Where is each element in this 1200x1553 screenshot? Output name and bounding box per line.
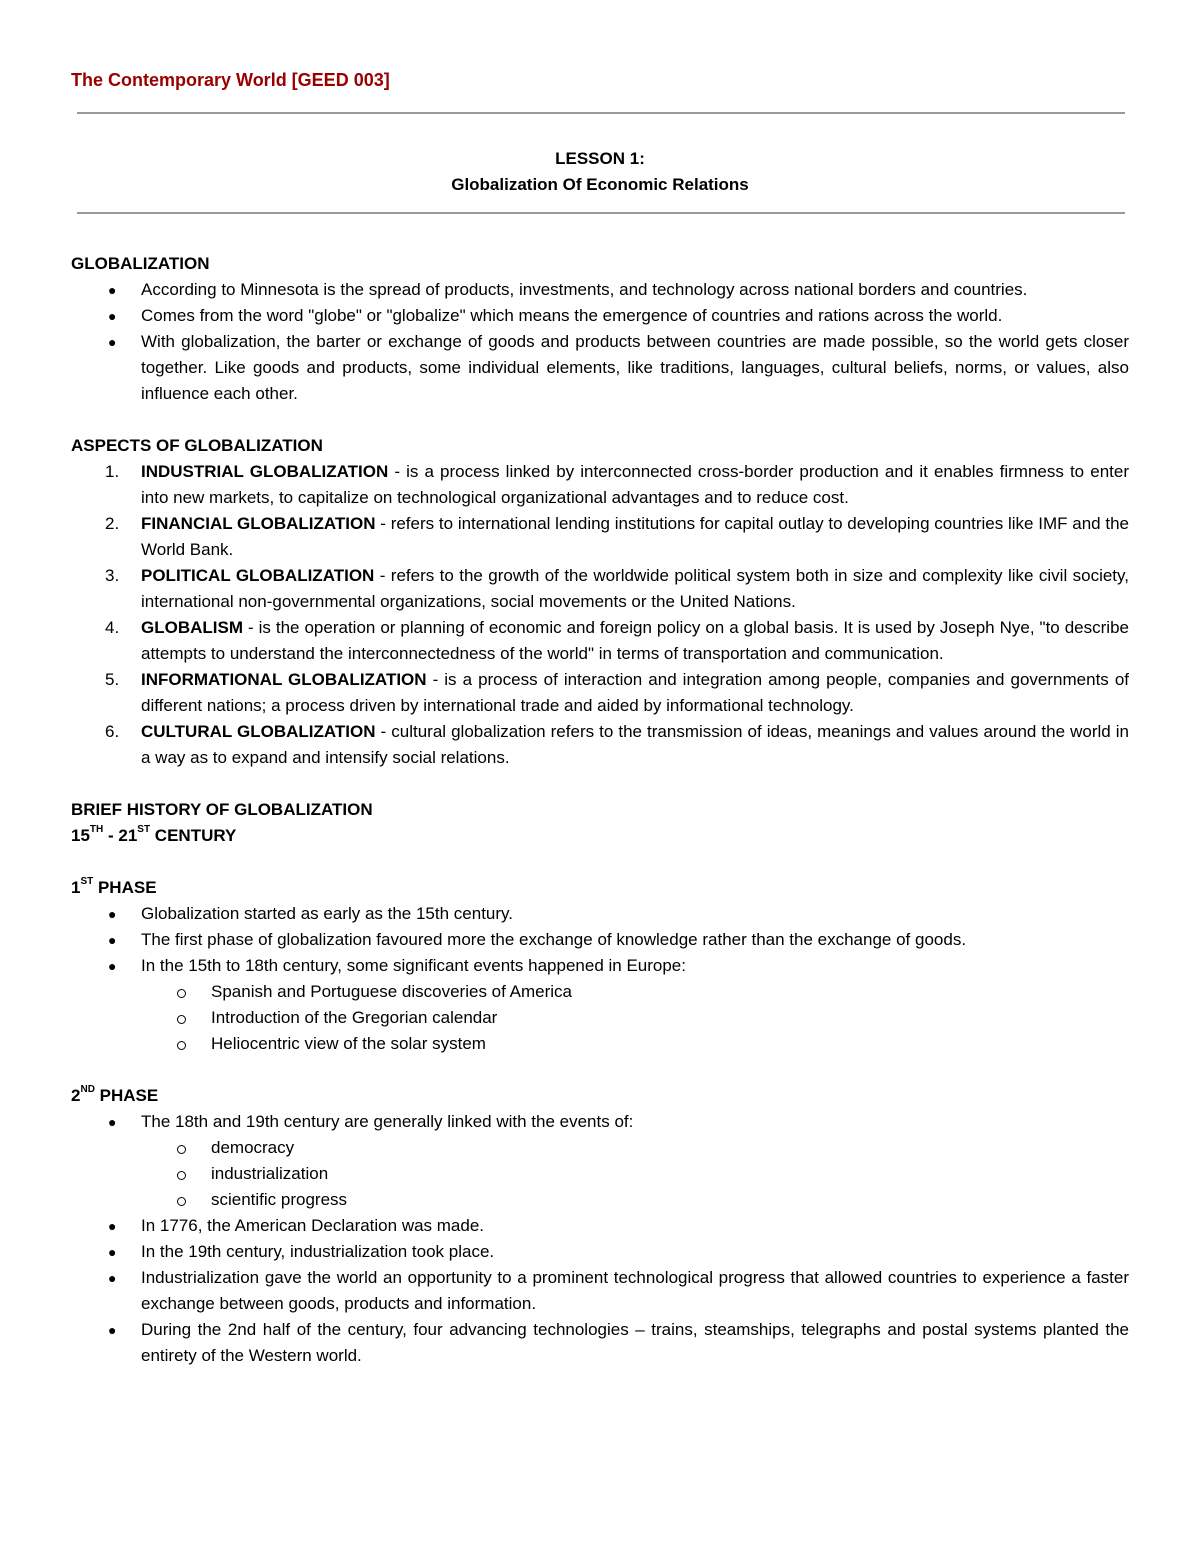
- hollow-bullet-icon: [177, 1145, 186, 1154]
- phase-1-list: [71, 901, 1129, 1057]
- hollow-bullet-icon: [177, 1015, 186, 1024]
- hollow-bullet-icon: [177, 1197, 186, 1206]
- bullet-icon: ●: [108, 1218, 117, 1234]
- list-number: 5.: [105, 670, 120, 689]
- course-header: The Contemporary World [GEED 003]: [71, 70, 390, 90]
- document-body: [71, 251, 1129, 1369]
- list-item: ● According to Minnesota is the spread of products, investments, and technology across national borders and countries.: [71, 277, 1129, 303]
- aspects-list: [71, 459, 1129, 771]
- bullet-icon: ●: [108, 282, 117, 298]
- bullet-icon: ●: [108, 932, 117, 948]
- list-item: ● Globalization started as early as the 15th century.: [71, 901, 1129, 927]
- section-heading-globalization: GLOBALIZATION: [71, 254, 210, 273]
- list-number: 6.: [105, 722, 120, 741]
- aspect-description: - is a process linked by interconnected cross-border production and it enables firmness to enter into new markets, to capitalize on technological organizational advantages and to reduce cost.: [141, 462, 1129, 507]
- aspect-description: - cultural globalization refers to the transmission of ideas, meanings and values around the world in a way as to expand and intensify social relations.: [141, 722, 1129, 767]
- list-item: ● During the 2nd half of the century, four advancing technologies – trains, steamships, telegraphs and postal systems planted the entirety of the Western world.: [71, 1317, 1129, 1369]
- list-item: ● In the 19th century, industrialization took place.: [71, 1239, 1129, 1265]
- list-number: 4.: [105, 618, 120, 637]
- list-item: [71, 511, 1129, 563]
- list-item: ● Comes from the word "globe" or "globalize" which means the emergence of countries and rations across the world.: [71, 303, 1129, 329]
- aspect-term: GLOBALISM: [141, 618, 243, 637]
- list-item: ● Industrialization gave the world an opportunity to a prominent technological progress that allowed countries to experience a faster exchange between goods, products and information.: [71, 1265, 1129, 1317]
- list-item: [71, 719, 1129, 771]
- aspect-term: CULTURAL GLOBALIZATION: [141, 722, 376, 741]
- bullet-icon: ●: [108, 1244, 117, 1260]
- aspect-description: - is a process of interaction and integration among people, companies and governments of different nations; a process driven by international trade and aided by informational technology.: [141, 670, 1130, 715]
- century-range-heading: 15TH - 21ST CENTURY: [71, 824, 237, 845]
- list-item: [71, 459, 1129, 511]
- list-item: ● With globalization, the barter or exchange of goods and products between countries are made possible, so the world gets closer together. Like goods and products, some individual elements, like traditions, languages, cultural beliefs, norms, or values, also influence each other.: [71, 329, 1129, 407]
- phase-2-list: [71, 1109, 1129, 1369]
- bullet-icon: ●: [108, 906, 117, 922]
- bullet-icon: ●: [108, 1270, 117, 1286]
- header-divider-top: [77, 112, 1125, 114]
- list-number: 2.: [105, 514, 120, 533]
- bullet-icon: ●: [108, 334, 117, 350]
- aspect-term: INFORMATIONAL GLOBALIZATION: [141, 670, 427, 689]
- list-item: [71, 667, 1129, 719]
- list-item: ● The 18th and 19th century are generally linked with the events of:: [71, 1109, 1129, 1135]
- list-item: ● In the 15th to 18th century, some significant events happened in Europe:: [71, 953, 1129, 979]
- phase-2-heading: 2ND PHASE: [71, 1084, 159, 1105]
- section-heading-aspects: ASPECTS OF GLOBALIZATION: [71, 436, 323, 455]
- sub-list-item: Introduction of the Gregorian calendar: [71, 1005, 1129, 1031]
- list-item: ● The first phase of globalization favoured more the exchange of knowledge rather than the exchange of goods.: [71, 927, 1129, 953]
- list-item: [71, 615, 1129, 667]
- hollow-bullet-icon: [177, 989, 186, 998]
- aspect-term: POLITICAL GLOBALIZATION: [141, 566, 375, 585]
- phase-1-heading: 1ST PHASE: [71, 876, 157, 897]
- sub-list-item: scientific progress: [71, 1187, 1129, 1213]
- list-item: [71, 563, 1129, 615]
- bullet-icon: ●: [108, 1114, 117, 1130]
- sub-list-item: industrialization: [71, 1161, 1129, 1187]
- lesson-title-block: [71, 146, 1129, 198]
- section-heading-history: BRIEF HISTORY OF GLOBALIZATION: [71, 800, 373, 819]
- aspect-term: FINANCIAL GLOBALIZATION: [141, 514, 376, 533]
- list-number: 3.: [105, 566, 120, 585]
- sub-list-item: democracy: [71, 1135, 1129, 1161]
- hollow-bullet-icon: [177, 1041, 186, 1050]
- bullet-icon: ●: [108, 308, 117, 324]
- bullet-icon: ●: [108, 958, 117, 974]
- sub-list-item: Heliocentric view of the solar system: [71, 1031, 1129, 1057]
- list-number: 1.: [105, 462, 120, 481]
- aspect-description: - refers to the growth of the worldwide political system both in size and complexity like civil society, international non-governmental organizations, social movements or the United Nations.: [141, 566, 1129, 611]
- bullet-icon: ●: [108, 1322, 117, 1338]
- list-item: ● In 1776, the American Declaration was made.: [71, 1213, 1129, 1239]
- aspect-description: - is the operation or planning of economic and foreign policy on a global basis. It is used by Joseph Nye, "to describe attempts to understand the interconnectedness of the world" in terms of transportation and communication.: [141, 618, 1129, 663]
- lesson-number: LESSON 1:: [555, 149, 645, 168]
- aspect-term: INDUSTRIAL GLOBALIZATION: [141, 462, 389, 481]
- header-divider-bottom: [77, 212, 1125, 214]
- sub-list-item: Spanish and Portuguese discoveries of America: [71, 979, 1129, 1005]
- aspect-description: - refers to international lending institutions for capital outlay to developing countries like IMF and the World Bank.: [141, 514, 1130, 559]
- lesson-title: Globalization Of Economic Relations: [451, 175, 749, 194]
- hollow-bullet-icon: [177, 1171, 186, 1180]
- globalization-list: [71, 277, 1129, 407]
